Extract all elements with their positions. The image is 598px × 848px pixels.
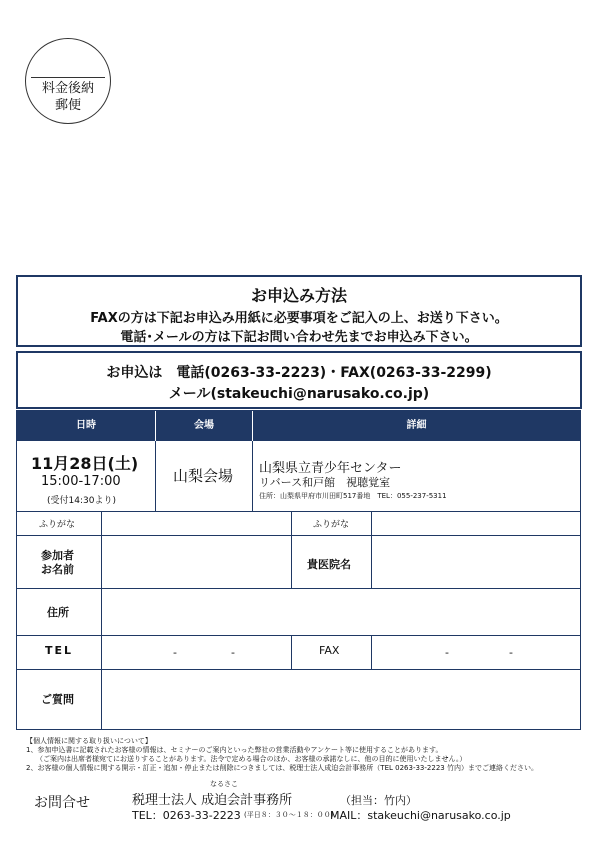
fax-label: FAX (319, 644, 340, 657)
contact-label: お問合せ (34, 795, 90, 811)
privacy-item-1: 1、参加申込書に記載されたお客様の情報は、セミナーのご案内といった弊社の営業活動やアンケート等に使用することがあります。 (26, 746, 443, 754)
office-name-input[interactable] (372, 536, 580, 588)
firm-name: 税理士法人 成迫会計事務所 (132, 793, 293, 808)
apply-mail: メール(stakeuchi@narusako.co.jp) (168, 386, 430, 402)
method-line-phone: 電話･メールの方は下記お問い合わせ先までお申込み下さい。 (120, 330, 478, 345)
event-reception: (受付14:30より) (47, 496, 116, 506)
cell-divider (155, 441, 156, 511)
venue-address: 住所：山梨県甲府市川田町517番地 TEL：055-237-5311 (259, 492, 447, 500)
application-form-table (16, 410, 581, 730)
cell-divider (252, 441, 253, 511)
stamp-divider (31, 77, 105, 78)
address-input[interactable] (102, 589, 580, 635)
column-divider (291, 635, 292, 669)
contact-mail[interactable]: MAIL：stakeuchi@narusako.co.jp (330, 809, 511, 822)
furigana-office-input[interactable] (372, 512, 580, 535)
header-divider (155, 411, 156, 441)
question-label: ご質問 (41, 693, 74, 706)
fax-input[interactable] (372, 636, 580, 669)
venue-hall: リバース和戸館 視聴覚室 (259, 476, 391, 489)
stamp-text: 料金後納 郵便 (41, 81, 94, 113)
address-label: 住所 (47, 606, 69, 619)
privacy-heading: 【個人情報に関する取り扱いについて】 (26, 737, 152, 745)
fax-dash: - (509, 646, 513, 659)
contact-hours: (平日８：３０～１８：００) (244, 811, 334, 819)
postage-stamp (25, 38, 111, 124)
application-method-box (16, 275, 582, 347)
contact-tel: TEL：0263-33-2223 (132, 809, 241, 822)
privacy-item-1b: （ご案内は出席者様宛てにお送りすることがあります。法令で定める場合のほか、お客様の承諾なしに、他の目的に使用いたしません。） (36, 755, 467, 763)
firm-ruby: なるさこ (210, 780, 238, 788)
furigana-name-input[interactable] (102, 512, 291, 535)
venue-name: 山梨県立青少年センター (259, 461, 402, 476)
header-divider (252, 411, 253, 441)
apply-phone-fax: お申込は 電話(0263-33-2223)・FAX(0263-33-2299) (106, 365, 492, 381)
method-title: お申込み方法 (250, 286, 347, 305)
column-divider (291, 511, 292, 588)
header-venue: 会場 (156, 411, 252, 441)
furigana-label: ふりがな (313, 520, 350, 530)
furigana-label: ふりがな (39, 520, 76, 530)
fax-dash: - (445, 646, 449, 659)
participant-name-input[interactable] (102, 536, 291, 588)
tel-input[interactable] (102, 636, 291, 669)
contact-person: （担当：竹内） (340, 794, 417, 807)
header-date: 日時 (17, 411, 155, 441)
question-input[interactable] (102, 670, 580, 729)
tel-dash: - (173, 646, 177, 659)
method-line-fax: FAXの方は下記お申込み用紙に必要事項をご記入の上、お送り下さい。 (90, 311, 508, 326)
apply-contact-box (16, 351, 582, 409)
privacy-item-2: 2、お客様の個人情報に関する開示・訂正・追加・停止または削除につきましては、税理士法人成迫会計事務所（TEL 0263-33-2223 竹内）までご連絡ください。 (26, 764, 538, 772)
event-time: 15:00-17:00 (41, 474, 121, 489)
event-venue: 山梨会場 (173, 467, 234, 485)
event-date: 11月28日(土) (31, 454, 139, 473)
tel-dash: - (231, 646, 235, 659)
tel-label: TEL (45, 644, 74, 657)
header-details: 詳細 (253, 411, 580, 441)
office-name-label: 貴医院名 (307, 558, 351, 571)
participant-name-label: 参加者 お名前 (41, 549, 74, 576)
